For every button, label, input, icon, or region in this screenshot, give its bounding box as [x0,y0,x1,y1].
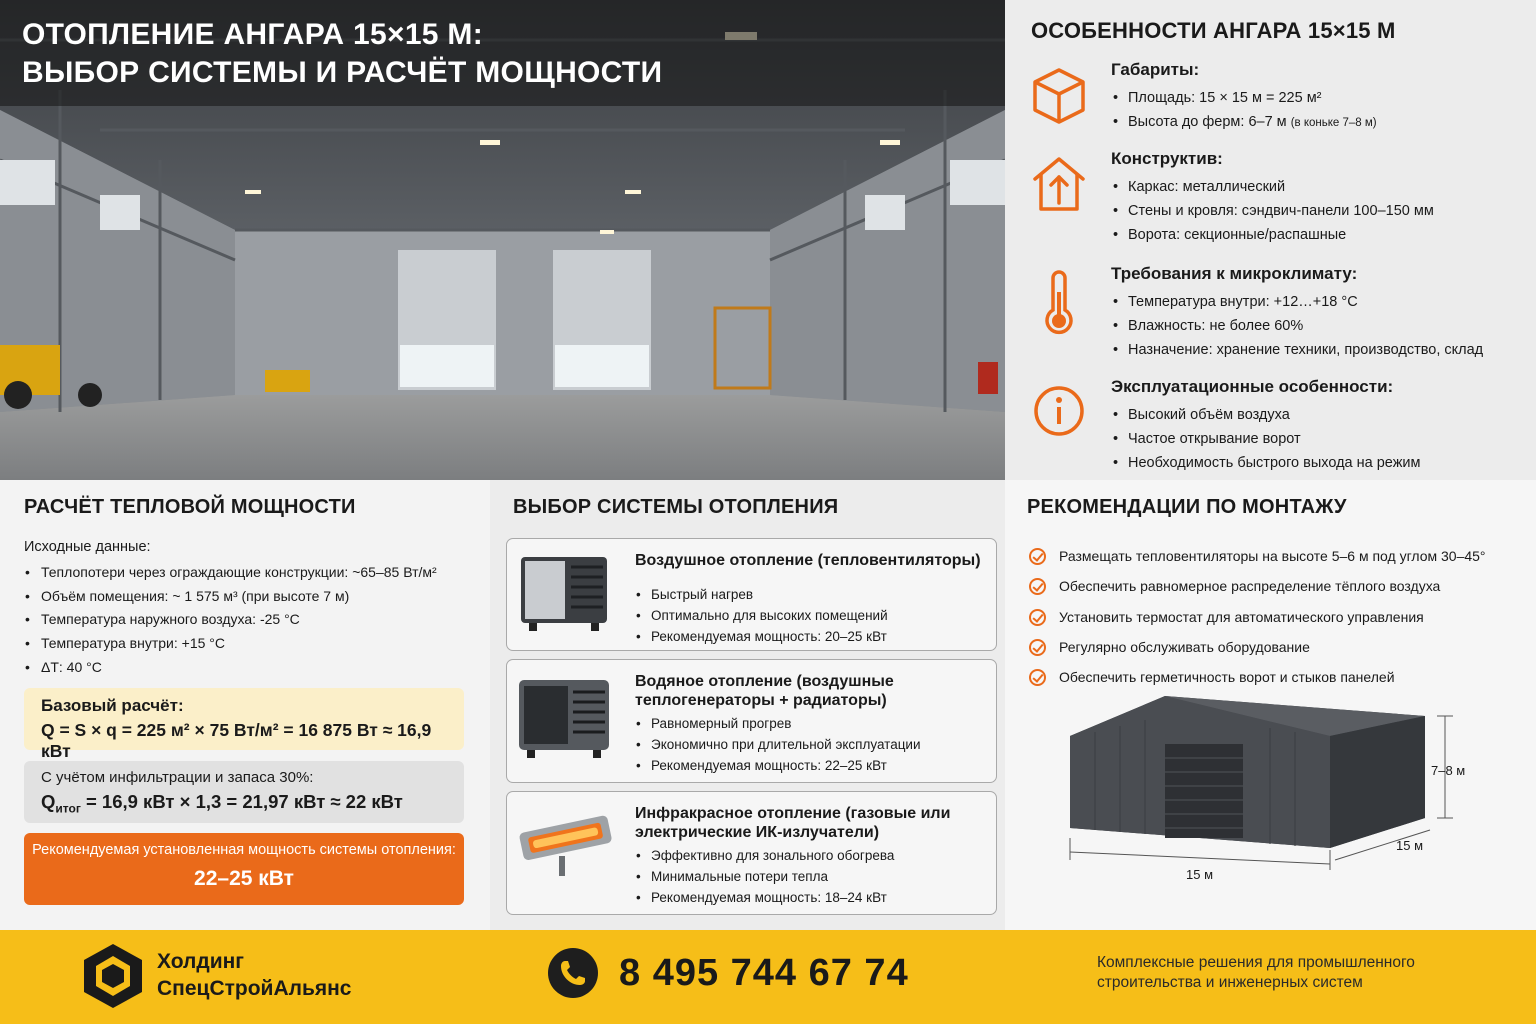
feature-title: Эксплуатационные особенности: [1111,377,1394,396]
system-card-infrared [506,791,997,915]
recommended-power-label: Рекомендуемая установленная мощность системы отопления: [32,842,456,858]
hangar-photo [0,0,1005,480]
hangar-dimension-drawing [1025,688,1495,898]
mounting-panel [1005,480,1536,930]
features-panel [1005,0,1536,480]
feature-item: • Влажность: не более 60% [1111,314,1531,338]
infiltration-formula [41,791,447,816]
system-title: Инфракрасное отопление (газовые или электрические ИК-излучатели) [635,805,951,841]
feature-item: • Площадь: 15 × 15 м = 225 м² [1111,86,1531,110]
infiltration-box [24,761,464,823]
base-calculation-title: Базовый расчёт: [41,696,184,715]
mounting-item [1027,632,1514,662]
slogan-line1: Комплексные решения для промышленного [1097,954,1415,971]
check-circle-icon [1029,578,1046,595]
company-name [157,948,352,1002]
fan-heater-image [515,547,615,637]
house-arrow-icon [1031,153,1087,213]
system-item: • Эффективно для зонального обогрева [635,845,894,866]
feature-title: Конструктив: [1111,149,1223,168]
check-circle-icon [1029,609,1046,626]
system-item: • Рекомендуемая мощность: 22–25 кВт [635,755,921,776]
infiltration-expression: = 16,9 кВт × 1,3 = 21,97 кВт ≈ 22 кВт [80,791,403,812]
infiltration-title: С учётом инфильтрации и запаса 30%: [41,769,314,786]
feature-item: • Назначение: хранение техники, производство, склад [1111,338,1531,362]
mounting-item-text: Регулярно обслуживать оборудование [1059,638,1310,655]
info-icon [1031,381,1087,441]
mounting-item-text: Установить термостат для автоматического управления [1059,608,1424,625]
system-card-water [506,659,997,783]
system-item: • Оптимально для высоких помещений [635,605,888,626]
footer [0,930,1536,1024]
input-item: • Объём помещения: ~ 1 575 м³ (при высоте 7 м) [24,585,466,609]
base-calculation-box [24,688,464,761]
dimension-height-label: 7–8 м [1431,763,1466,778]
heat-generator-image [515,668,615,763]
calculation-panel [0,480,490,930]
check-circle-icon [1029,669,1046,686]
company-name-line1: Холдинг [157,950,245,973]
system-title: Воздушное отопление (тепловентиляторы) [635,552,981,569]
system-card-air [506,538,997,651]
check-circle-icon [1029,548,1046,565]
feature-item: • Необходимость быстрого выхода на режим [1111,451,1531,475]
mounting-item [1027,602,1514,632]
feature-item: • Ворота: секционные/распашные [1111,223,1531,247]
feature-item: • Высокий объём воздуха [1111,403,1531,427]
mounting-item-text: Обеспечить герметичность ворот и стыков панелей [1059,669,1395,686]
mounting-title: РЕКОМЕНДАЦИИ ПО МОНТАЖУ [1027,496,1347,518]
feature-item [1111,110,1531,135]
infrared-heater-image [515,800,615,890]
system-item: • Быстрый нагрев [635,584,888,605]
feature-title: Габариты: [1111,60,1200,79]
feature-item: • Температура внутри: +12…+18 °С [1111,290,1531,314]
hero-title-line1: ОТОПЛЕНИЕ АНГАРА 15×15 М: [22,18,484,51]
recommended-power-value: 22–25 кВт [194,867,294,890]
feature-item-note: (в коньке 7–8 м) [1290,117,1377,129]
dimension-width-label: 15 м [1186,867,1214,882]
mounting-item-text: Размещать тепловентиляторы на высоте 5–6 м под углом 30–45° [1059,548,1486,564]
input-item: • ΔТ: 40 °С [24,656,466,680]
feature-item: • Стены и кровля: сэндвич-панели 100–150 мм [1111,199,1531,223]
system-item: • Равномерный прогрев [635,713,921,734]
company-slogan [1097,953,1415,993]
input-item: • Температура наружного воздуха: -25 °С [24,608,466,632]
mounting-item-text: Обеспечить равномерное распределение тёплого воздуха [1059,578,1441,595]
company-name-line2: СпецСтройАльянс [157,977,352,1000]
feature-item-text: Высота до ферм: 6–7 м [1128,114,1287,130]
systems-panel [490,480,1005,930]
input-item: • Температура внутри: +15 °С [24,632,466,656]
base-calculation-formula: Q = S × q = 225 м² × 75 Вт/м² = 16 875 Вт ≈ 16,9 кВт [41,720,432,761]
slogan-line2: строительства и инженерных систем [1097,974,1363,991]
system-item: • Минимальные потери тепла [635,866,894,887]
calculation-subtitle: Исходные данные: [24,539,151,555]
feature-item: • Каркас: металлический [1111,175,1531,199]
system-item: • Рекомендуемая мощность: 20–25 кВт [635,626,888,647]
hero-title-line2: ВЫБОР СИСТЕМЫ И РАСЧЁТ МОЩНОСТИ [22,56,663,89]
infiltration-q: Q [41,791,56,812]
mounting-item [1027,541,1514,571]
phone-icon [548,948,598,998]
features-title: ОСОБЕННОСТИ АНГАРА 15×15 М [1031,18,1396,43]
mounting-item [1027,571,1514,601]
input-item: • Теплопотери через ограждающие конструкции: ~65–85 Вт/м² [24,561,466,585]
hero-title-banner [0,0,1005,106]
system-item: • Рекомендуемая мощность: 18–24 кВт [635,887,894,908]
infiltration-q-subscript: итог [55,801,81,816]
phone-number[interactable]: 8 495 744 67 74 [619,952,909,994]
company-logo-icon [80,942,146,1010]
feature-item: • Частое открывание ворот [1111,427,1531,451]
dimension-depth-label: 15 м [1396,838,1424,853]
calculation-title: РАСЧЁТ ТЕПЛОВОЙ МОЩНОСТИ [24,496,356,518]
systems-title: ВЫБОР СИСТЕМЫ ОТОПЛЕНИЯ [513,496,839,518]
box-icon [1031,64,1087,124]
check-circle-icon [1029,639,1046,656]
thermometer-icon [1031,268,1087,338]
system-item: • Экономично при длительной эксплуатации [635,734,921,755]
feature-title: Требования к микроклимату: [1111,264,1358,283]
system-title: Водяное отопление (воздушные теплогенераторы + радиаторы) [635,673,894,709]
recommended-power-box [24,833,464,905]
